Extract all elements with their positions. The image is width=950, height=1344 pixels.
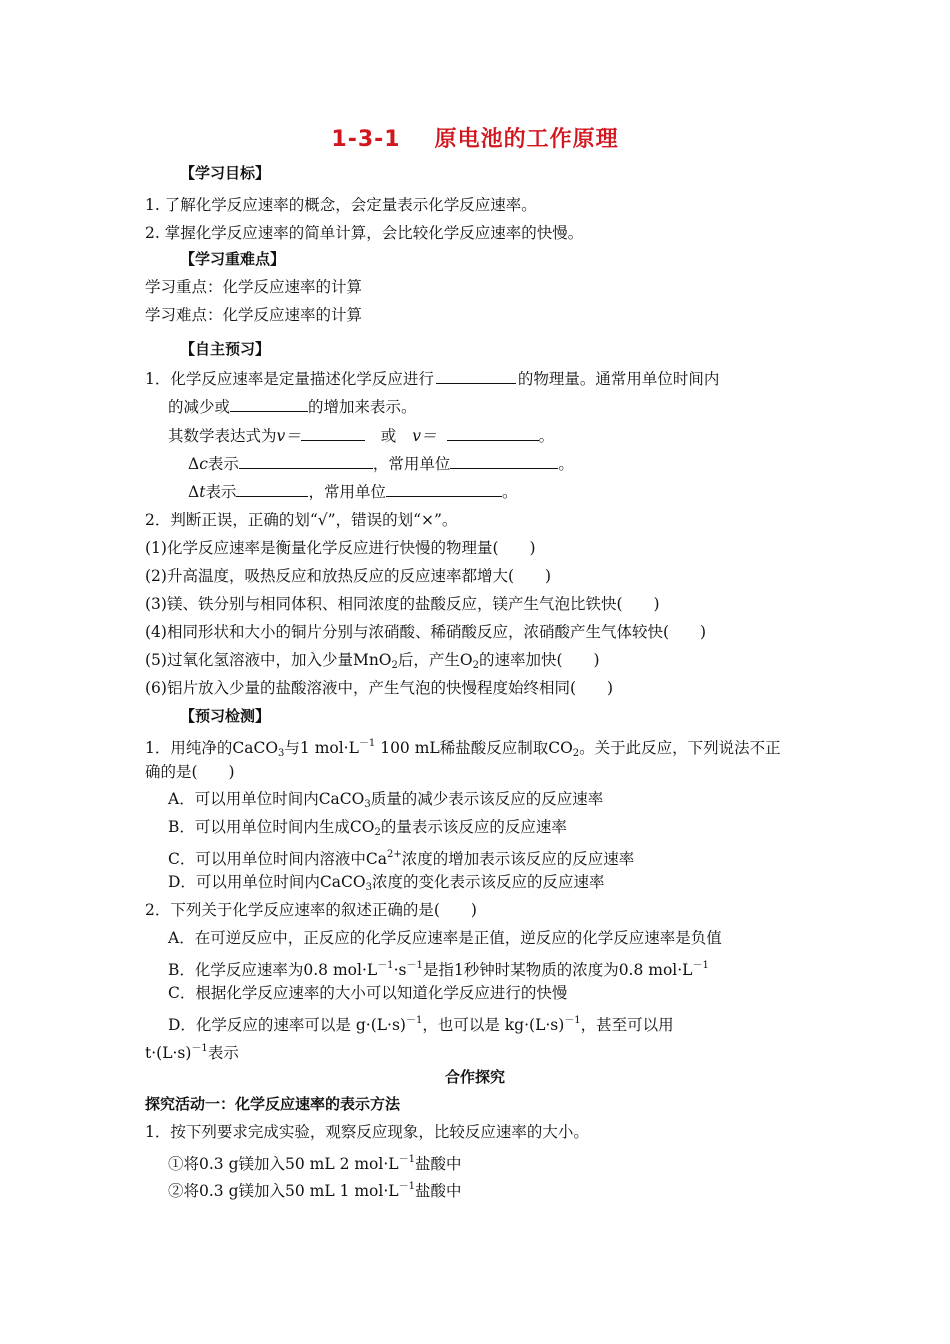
judgment-5: (5)过氧化氢溶液中，加入少量MnO2后，产生O2的速率加快( ) [145, 651, 600, 671]
check-q2-option-b: B．化学反应速率为0.8 $mol\cdot L^{-1}\cdot s^{-1}$是指1秒钟时某物质的浓度为0.8 $mol\cdot L^{-1}$ [168, 960, 709, 979]
fill-blank[interactable] [447, 426, 539, 441]
fill-blank[interactable] [236, 482, 308, 497]
check-heading: 【预习检测】 [180, 707, 271, 725]
check-q1-line1: 1．用纯净的CaCO3与1 $mol\cdot L^{-1}$ 100 mL稀盐酸反应制取CO2。关于此反应，下列说法不正 [145, 738, 781, 759]
goal-item-2: 2. 掌握化学反应速率的简单计算，会比较化学反应速率的快慢。 [145, 224, 584, 242]
preview-q1-line1: 1．化学反应速率是定量描述化学反应进行 的物理量。通常用单位时间内 [145, 370, 720, 388]
experiment-2: ②将0.3 g镁加入50 mL 1 $mol\cdot L^{-1}$盐酸中 [168, 1181, 462, 1200]
key-difficulty: 学习难点：化学反应速率的计算 [145, 306, 363, 324]
explore-activity-title: 探究活动一：化学反应速率的表示方法 [145, 1095, 401, 1113]
judgment-6: (6)铝片放入少量的盐酸溶液中，产生气泡的快慢程度始终相同( ) [145, 679, 614, 697]
check-q2: 2．下列关于化学反应速率的叙述正确的是( ) [145, 901, 477, 919]
preview-heading: 【自主预习】 [180, 340, 271, 358]
title-number: 1-3-1 [331, 127, 401, 152]
goals-heading: 【学习目标】 [180, 164, 271, 182]
preview-delta-t: Δt表示 ，常用单位 。 [188, 483, 518, 501]
check-q1-option-a: A．可以用单位时间内CaCO3质量的减少表示该反应的反应速率 [168, 790, 604, 810]
fill-blank[interactable] [239, 454, 373, 469]
explore-heading: 合作探究 [444, 1068, 505, 1086]
judgment-2: (2)升高温度，吸热反应和放热反应的反应速率都增大( ) [145, 567, 552, 585]
judgment-3: (3)镁、铁分别与相同体积、相同浓度的盐酸反应，镁产生气泡比铁快( ) [145, 595, 660, 613]
check-q2-option-a: A．在可逆反应中，正反应的化学反应速率是正值，逆反应的化学反应速率是负值 [168, 929, 722, 947]
judgment-1: (1)化学反应速率是衡量化学反应进行快慢的物理量( ) [145, 539, 536, 557]
check-q2-option-d-cont: $t\cdot(L\cdot s)^{-1}$表示 [145, 1043, 239, 1062]
check-q1-option-b: B．可以用单位时间内生成CO2的量表示该反应的反应速率 [168, 818, 567, 838]
preview-q1-line3: 其数学表达式为v＝ 或 v＝ 。 [168, 427, 555, 445]
fill-blank[interactable] [436, 369, 516, 384]
check-q1-option-c: C．可以用单位时间内溶液中$Ca^{2+}$浓度的增加表示该反应的反应速率 [168, 849, 635, 868]
title-text: 原电池的工作原理 [434, 127, 619, 152]
fill-blank[interactable] [450, 454, 558, 469]
preview-q1-line2: 的减少或 的增加来表示。 [168, 398, 417, 416]
keypoints-heading: 【学习重难点】 [180, 250, 286, 268]
judgment-4: (4)相同形状和大小的铜片分别与浓硝酸、稀硝酸反应，浓硝酸产生气体较快( ) [145, 623, 707, 641]
check-q1-line2: 确的是( ) [145, 763, 235, 781]
key-focus: 学习重点：化学反应速率的计算 [145, 278, 363, 296]
check-q2-option-d: D．化学反应的速率可以是 $g\cdot(L\cdot s)^{-1}$，也可以是 $kg\cdot(L\cdot s)^{-1}$，甚至可以用 [168, 1015, 674, 1034]
check-q1-option-d: D．可以用单位时间内CaCO3浓度的变化表示该反应的反应速率 [168, 873, 605, 893]
goal-item-1: 1. 了解化学反应速率的概念，会定量表示化学反应速率。 [145, 196, 537, 214]
fill-blank[interactable] [230, 397, 308, 412]
experiment-1: ①将0.3 g镁加入50 mL 2 $mol\cdot L^{-1}$盐酸中 [168, 1154, 462, 1173]
fill-blank[interactable] [301, 426, 365, 441]
preview-q2: 2．判断正误，正确的划“√”，错误的划“×”。 [145, 511, 458, 529]
fill-blank[interactable] [386, 482, 502, 497]
explore-q1: 1．按下列要求完成实验，观察反应现象，比较反应速率的大小。 [145, 1123, 589, 1141]
preview-delta-c: Δc表示 ，常用单位 。 [188, 455, 574, 473]
page-title [0, 122, 950, 153]
check-q2-option-c: C．根据化学反应速率的大小可以知道化学反应进行的快慢 [168, 984, 568, 1002]
